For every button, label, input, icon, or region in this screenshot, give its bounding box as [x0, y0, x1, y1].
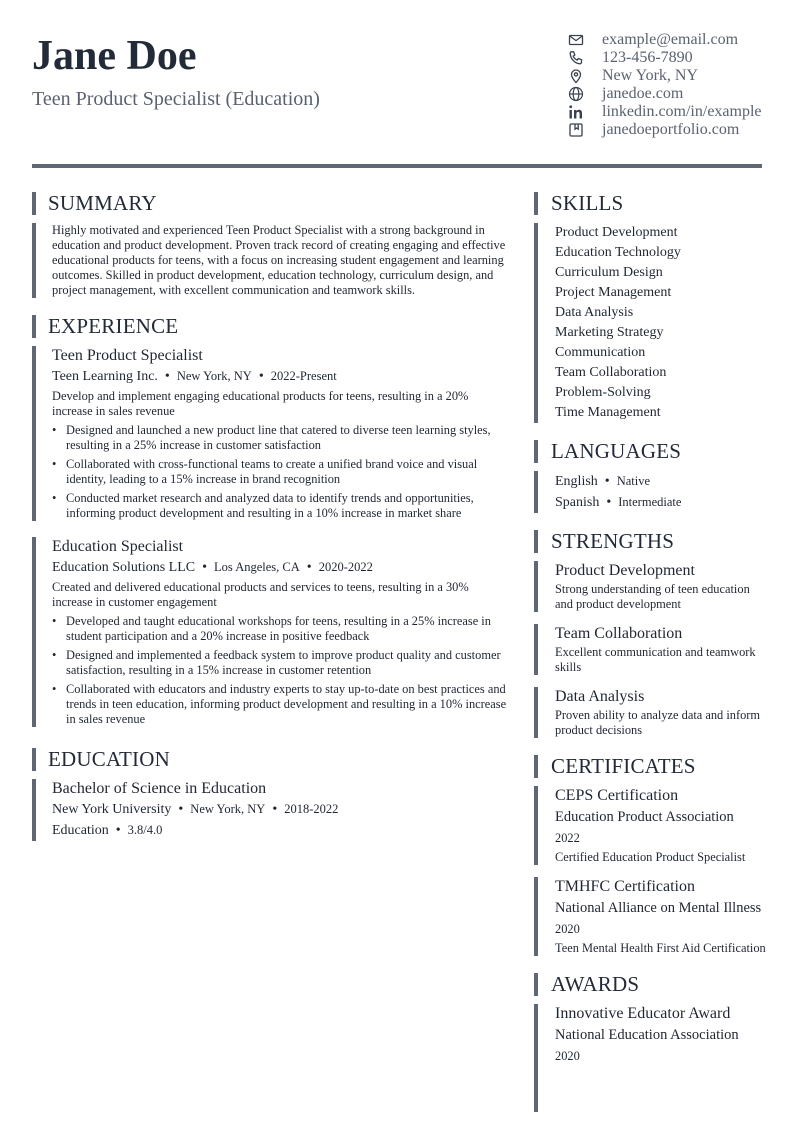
language-item: Spanish • Intermediate — [555, 495, 682, 510]
portfolio-icon — [568, 122, 584, 138]
education-field-row: Education • 3.8/4.0 — [52, 823, 163, 838]
skill-item: Communication — [555, 345, 646, 360]
job-bullet: • Collaborated with cross-functional teams to create a unified brand voice and visual identity, leading to a 15% increase in brand recognition — [52, 457, 512, 487]
side-column — [534, 191, 766, 1112]
linkedin-icon — [568, 104, 584, 120]
strength-item — [534, 624, 762, 675]
job-dates: 2022-Present — [270, 369, 337, 383]
candidate-name: Jane Doe — [32, 33, 197, 79]
education-school: New York University — [52, 802, 172, 817]
summary-heading: SUMMARY — [32, 192, 512, 215]
education-dates: 2018-2022 — [284, 802, 339, 816]
skill-item: Time Management — [555, 405, 661, 420]
education-field: Education — [52, 823, 109, 838]
contact-location — [568, 67, 768, 85]
job-bullet: • Conducted market research and analyzed data to identify trends and opportunities, informing product development and resulting in a 10% increase in market share — [52, 491, 512, 521]
strength-title: Team Collaboration — [555, 625, 683, 642]
education-location: New York, NY — [190, 802, 266, 816]
certificate-year: 2022 — [555, 831, 580, 845]
skill-item: Product Development — [555, 225, 678, 240]
awards-heading: AWARDS — [534, 973, 762, 996]
job-bullet: • Designed and launched a new product line that catered to diverse teen learning styles, resulting in a 25% increase in customer satisfaction — [52, 423, 512, 453]
language-level: Intermediate — [618, 495, 682, 509]
skill-item: Curriculum Design — [555, 265, 663, 280]
contact-email[interactable] — [568, 31, 768, 49]
strength-description: Proven ability to analyze data and inform product decisions — [555, 708, 761, 737]
strength-description: Excellent communication and teamwork skills — [555, 645, 756, 674]
education-degree: Bachelor of Science in Education — [52, 780, 267, 797]
language-level: Native — [616, 474, 651, 488]
contact-location-text: New York, NY — [602, 67, 699, 84]
strength-item — [534, 687, 762, 738]
skill-item: Team Collaboration — [555, 365, 667, 380]
certificate-item — [534, 786, 762, 865]
languages-heading: LANGUAGES — [534, 440, 762, 463]
contact-email-text[interactable]: example@email.com — [602, 31, 739, 48]
skill-item: Project Management — [555, 285, 672, 300]
skill-item: Education Technology — [555, 245, 681, 260]
experience-item — [32, 537, 512, 727]
contact-linkedin-text[interactable]: linkedin.com/in/example — [602, 103, 762, 120]
job-description: Develop and implement engaging educational products for teens, resulting in a 20% increase in sales revenue — [52, 389, 469, 418]
skills-heading: SKILLS — [534, 192, 762, 215]
certificate-issuer: Education Product Association — [555, 809, 734, 825]
certificate-name: TMHFC Certification — [555, 878, 695, 895]
job-bullet: • Collaborated with educators and industry experts to stay up-to-date on best practices and trends in teen education, informing product development and resulting in a 10% increase in sales revenue — [52, 682, 512, 727]
map-pin-icon — [568, 68, 584, 84]
certificate-description: Certified Education Product Specialist — [555, 850, 746, 864]
certificate-issuer: National Alliance on Mental Illness — [555, 900, 762, 916]
job-bullets — [52, 614, 512, 727]
certificate-year: 2020 — [555, 922, 580, 936]
job-meta: Teen Learning Inc. • New York, NY • 2022-Present — [52, 369, 337, 384]
contact-website[interactable] — [568, 85, 768, 103]
job-company: Education Solutions LLC — [52, 560, 196, 575]
education-meta: New York University • New York, NY • 2018-2022 — [52, 802, 339, 817]
job-description: Created and delivered educational products and services to teens, resulting in a 30% increase in customer engagement — [52, 580, 469, 609]
contact-phone[interactable] — [568, 49, 768, 67]
strength-title: Product Development — [555, 562, 695, 579]
phone-icon — [568, 50, 584, 66]
experience-heading: EXPERIENCE — [32, 315, 512, 338]
award-name: Innovative Educator Award — [555, 1005, 731, 1022]
certificate-description: Teen Mental Health First Aid Certification — [555, 941, 766, 955]
contact-list — [568, 31, 768, 139]
strength-description: Strong understanding of teen education and product development — [555, 582, 750, 611]
education-item — [32, 779, 512, 841]
job-company: Teen Learning Inc. — [52, 369, 158, 384]
award-item — [534, 1004, 762, 1112]
skill-item: Marketing Strategy — [555, 325, 664, 340]
job-location: Los Angeles, CA — [214, 560, 300, 574]
language-name: Spanish — [555, 495, 600, 510]
skill-item: Data Analysis — [555, 305, 634, 320]
skill-item: Problem-Solving — [555, 385, 651, 400]
language-name: English — [555, 474, 598, 489]
languages-list — [534, 471, 762, 513]
strengths-heading: STRENGTHS — [534, 530, 762, 553]
certificates-heading: CERTIFICATES — [534, 755, 762, 778]
job-title: Teen Product Specialist — [52, 347, 203, 364]
main-column — [32, 192, 512, 841]
envelope-icon — [568, 32, 584, 48]
skills-list — [534, 223, 762, 423]
contact-phone-text[interactable]: 123-456-7890 — [602, 49, 693, 66]
strength-item — [534, 561, 762, 612]
education-heading: EDUCATION — [32, 748, 512, 771]
education-gpa: 3.8/4.0 — [127, 823, 163, 837]
language-item: English • Native — [555, 474, 651, 489]
certificate-item — [534, 877, 766, 956]
summary-text: Highly motivated and experienced Teen Product Specialist with a strong background in education and product development. Proven track record of creating engaging and effective educational products for teens, with a focus on increasing student engagement and learning outcomes. Skilled in product development, education technology, curriculum design, and project management, with excellent communication and teamwork skills. — [52, 223, 506, 297]
strength-title: Data Analysis — [555, 688, 645, 705]
header-divider — [32, 164, 762, 168]
job-dates: 2020-2022 — [318, 560, 373, 574]
experience-item — [32, 346, 512, 521]
job-meta: Education Solutions LLC • Los Angeles, CA • 2020-2022 — [52, 560, 373, 575]
summary-section — [32, 223, 512, 298]
job-bullet: • Developed and taught educational workshops for teens, resulting in a 25% increase in student participation and a 20% increase in positive feedback — [52, 614, 512, 644]
resume-header — [32, 28, 762, 150]
candidate-title: Teen Product Specialist (Education) — [32, 88, 320, 110]
job-location: New York, NY — [176, 369, 252, 383]
globe-icon — [568, 86, 584, 102]
contact-portfolio[interactable] — [568, 121, 768, 139]
job-title: Education Specialist — [52, 538, 184, 555]
certificate-name: CEPS Certification — [555, 787, 679, 804]
award-issuer: National Education Association — [555, 1027, 739, 1043]
contact-portfolio-text[interactable]: janedoeportfolio.com — [602, 121, 740, 138]
job-bullet: • Designed and implemented a feedback system to improve product quality and customer satisfaction, resulting in a 15% increase in customer retention — [52, 648, 512, 678]
contact-linkedin[interactable] — [568, 103, 768, 121]
contact-website-text[interactable]: janedoe.com — [602, 85, 684, 102]
job-bullets — [52, 423, 512, 521]
award-year: 2020 — [555, 1049, 580, 1063]
